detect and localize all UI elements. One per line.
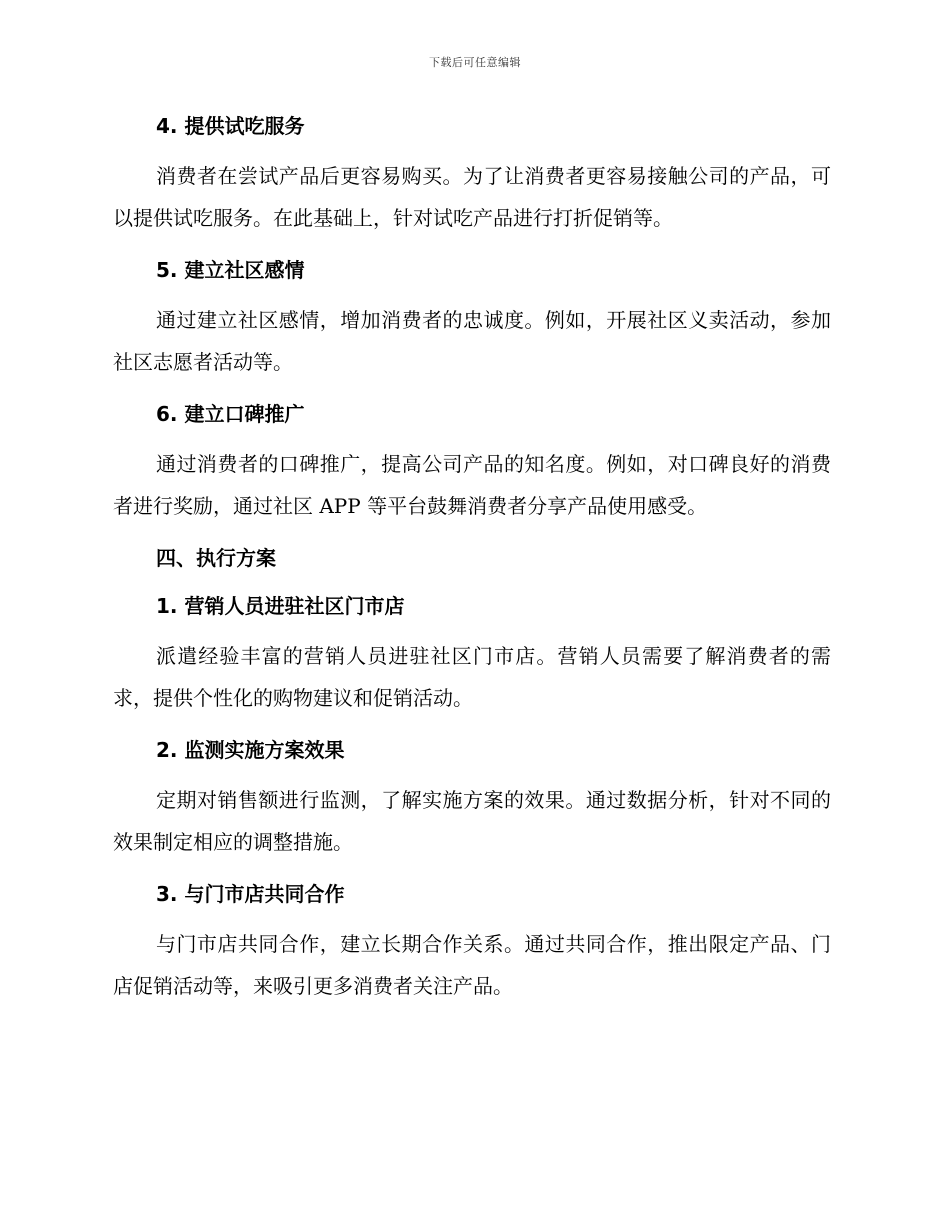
section-heading-word-of-mouth: 6. 建立口碑推广 bbox=[156, 402, 305, 426]
section-paragraph-cooperation: 与门市店共同合作，建立长期合作关系。通过共同合作，推出限定产品、门店促销活动等，来吸引更多消费者关注产品。 bbox=[113, 932, 831, 998]
document-body bbox=[113, 108, 831, 1020]
section-heading-try-service: 4. 提供试吃服务 bbox=[156, 114, 305, 138]
section-heading-cooperation: 3. 与门市店共同合作 bbox=[156, 882, 345, 906]
page-header: 下载后可任意编辑 bbox=[429, 56, 521, 69]
section-paragraph-sales-staff: 派遣经验丰富的营销人员进驻社区门市店。营销人员需要了解消费者的需求，提供个性化的购物建议和促销活动。 bbox=[113, 644, 831, 710]
section-heading-sales-staff: 1. 营销人员进驻社区门市店 bbox=[156, 594, 405, 618]
section-paragraph-community: 通过建立社区感情，增加消费者的忠诚度。例如，开展社区义卖活动，参加社区志愿者活动等。 bbox=[113, 308, 831, 374]
section-paragraph-try-service: 消费者在尝试产品后更容易购买。为了让消费者更容易接触公司的产品，可以提供试吃服务。在此基础上，针对试吃产品进行打折促销等。 bbox=[113, 164, 831, 230]
chapter-heading-execution-plan: 四、执行方案 bbox=[156, 546, 276, 570]
section-heading-community: 5. 建立社区感情 bbox=[156, 258, 305, 282]
section-paragraph-monitoring: 定期对销售额进行监测，了解实施方案的效果。通过数据分析，针对不同的效果制定相应的调整措施。 bbox=[113, 788, 831, 854]
section-paragraph-word-of-mouth: 通过消费者的口碑推广，提高公司产品的知名度。例如，对口碑良好的消费者进行奖励，通过社区 APP 等平台鼓舞消费者分享产品使用感受。 bbox=[113, 452, 831, 518]
section-heading-monitoring: 2. 监测实施方案效果 bbox=[156, 738, 345, 762]
